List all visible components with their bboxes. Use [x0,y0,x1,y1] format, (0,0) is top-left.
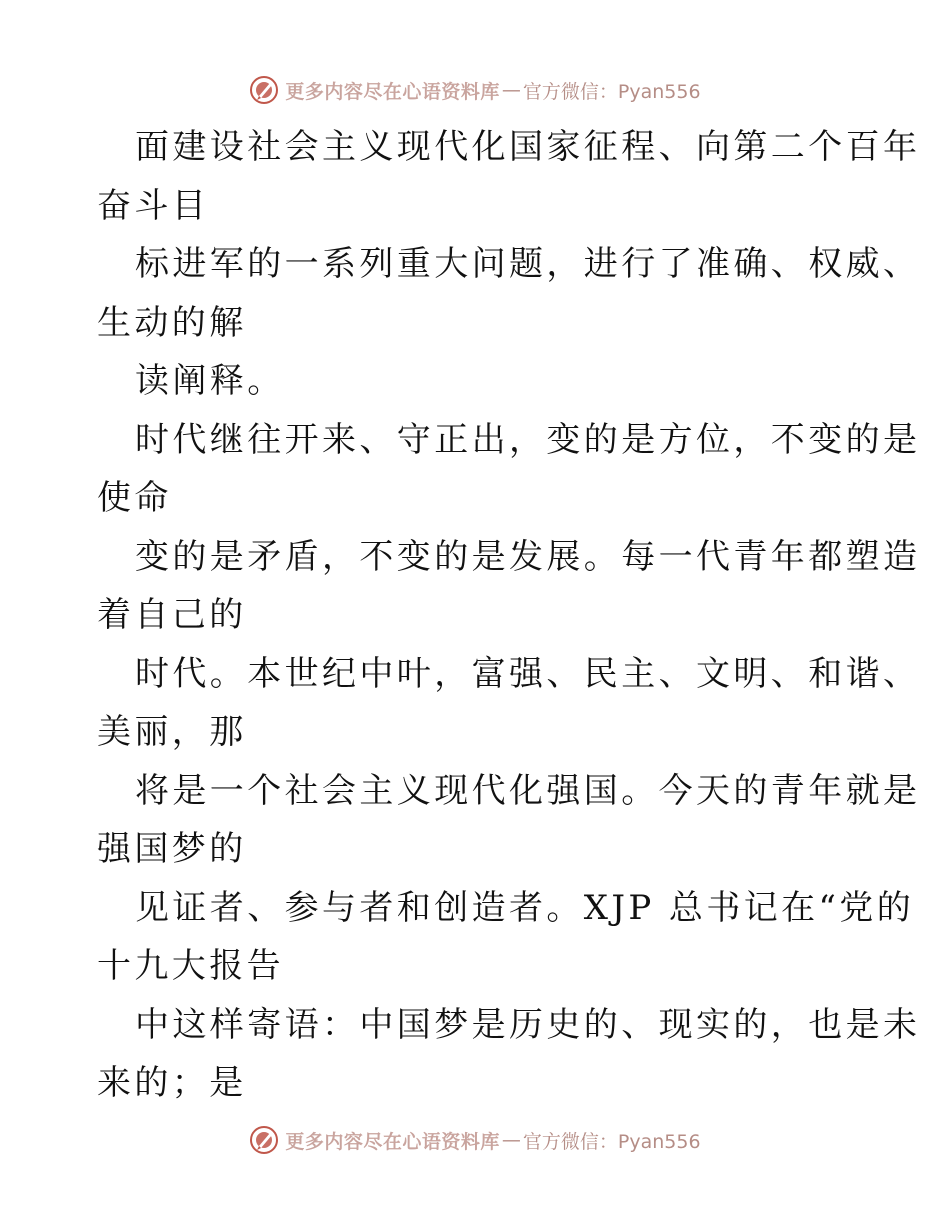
text-line: 生动的解 [97,302,247,343]
document-body [97,118,921,1113]
watermark-separator: — [501,79,521,101]
watermark-wechat-text: 官方微信：Pyan556 [522,80,701,103]
text-line: 标进军的一系列重大问题，进行了准确、权威、 [135,244,921,284]
text-line: 将是一个社会主义现代化强国。今天的青年就是 [135,770,921,811]
text-line: 中这样寄语：中国梦是历史的、现实的，也是未 [135,1004,921,1045]
text-line: 时代继往开来、守正出，变的是方位，不变的是 [135,419,921,460]
text-line: 变的是矛盾，不变的是发展。每一代青年都塑造 [135,536,921,577]
text-line: 面建设社会主义现代化国家征程、向第二个百年 [135,127,921,167]
header-watermark [0,70,950,110]
text-line: 读阐释。 [135,361,285,401]
text-line: 见证者、参与者和创造者。XJP 总书记在“党的 [135,887,915,928]
watermark-main-text: 更多内容尽在心语资料库 [285,80,500,103]
text-line: 使命 [97,478,172,518]
footer-watermark [0,1120,950,1160]
pen-circle-logo-icon [249,1125,279,1155]
watermark-wechat-text: 官方微信：Pyan556 [522,1130,701,1153]
text-line: 着自己的 [97,595,247,635]
watermark-main-text: 更多内容尽在心语资料库 [285,1130,500,1153]
pen-circle-logo-icon [249,75,279,105]
text-line: 时代。本世纪中叶，富强、民主、文明、和谐、 [135,653,921,694]
text-line: 奋斗目 [97,185,210,226]
text-line: 十九大报告 [97,946,284,986]
text-line: 来的；是 [97,1063,247,1103]
text-line: 美丽，那 [97,712,247,752]
watermark-separator: — [501,1129,521,1151]
text-line: 强国梦的 [97,829,247,869]
